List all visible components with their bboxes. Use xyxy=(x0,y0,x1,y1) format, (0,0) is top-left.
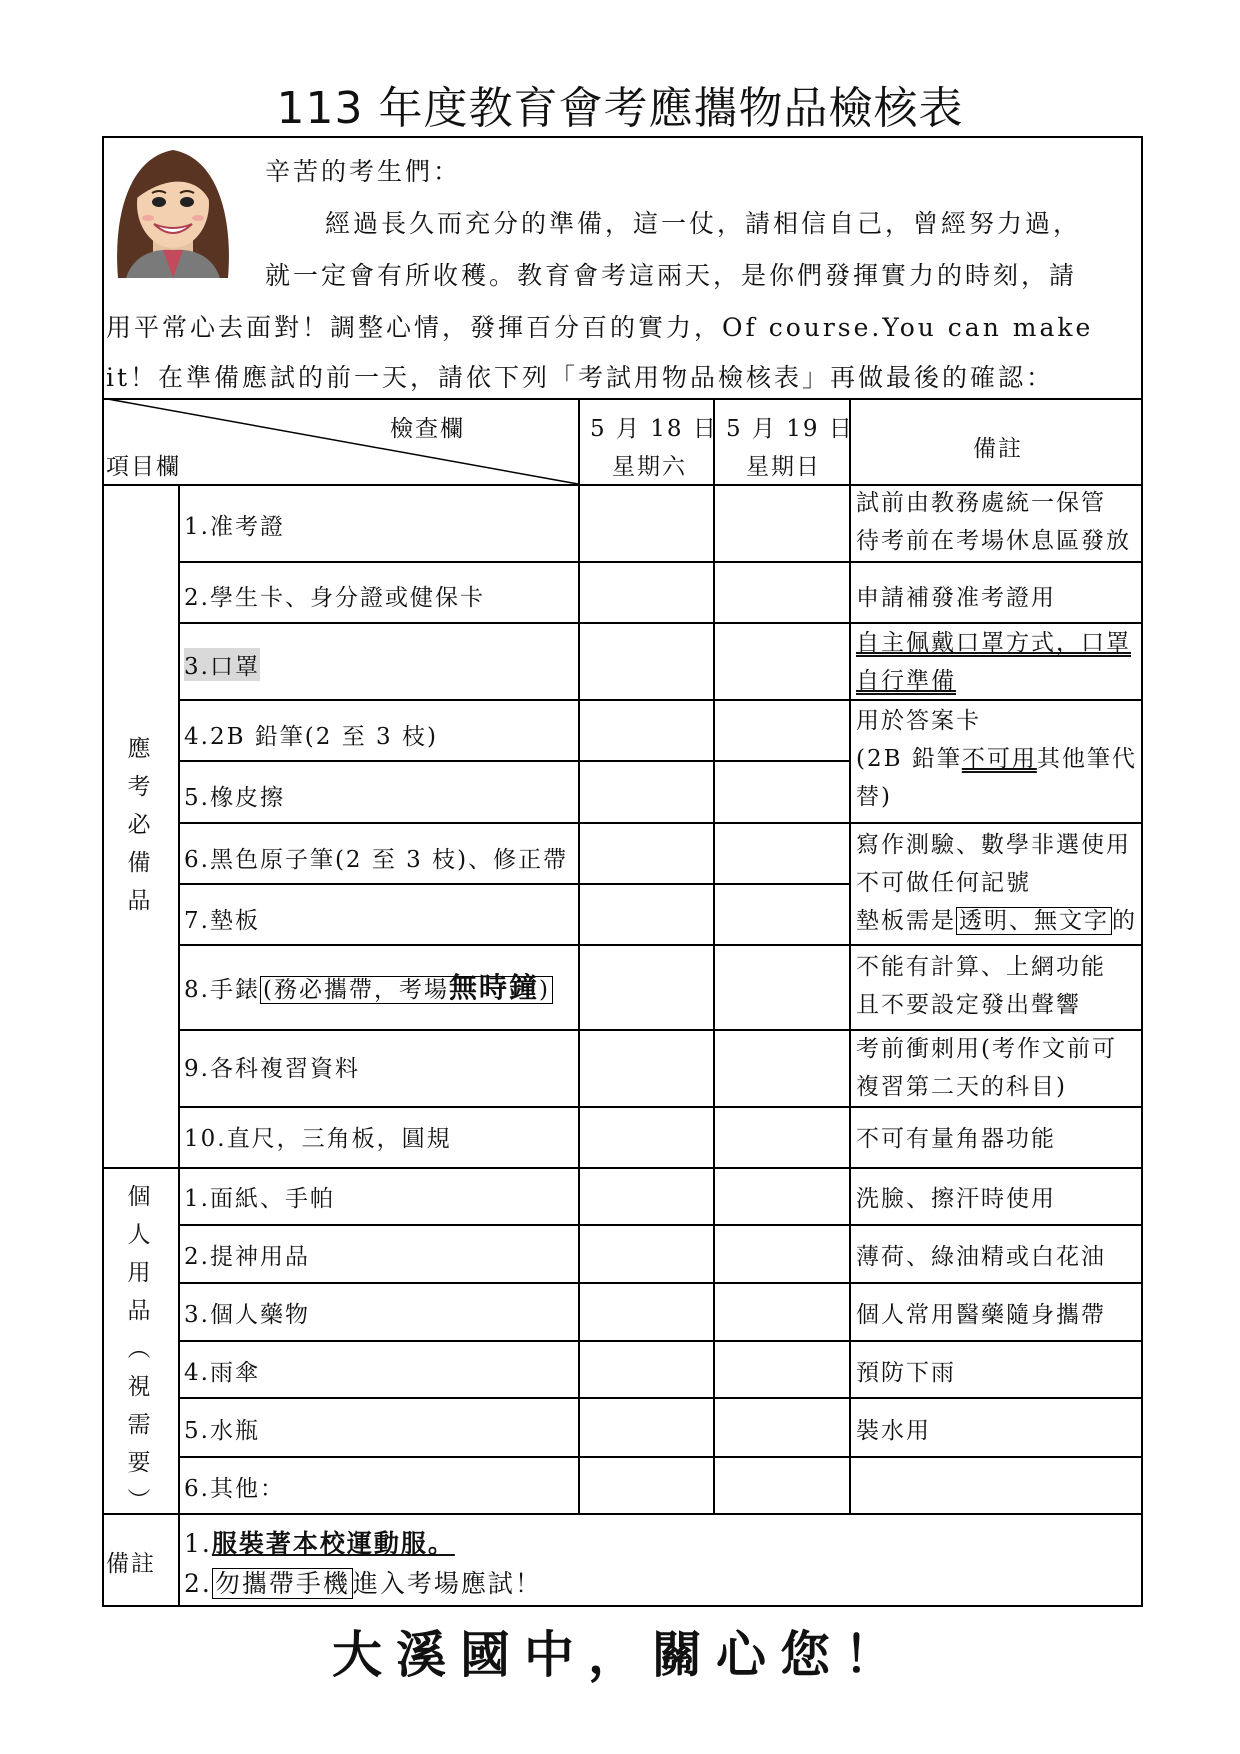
grid-line xyxy=(178,1106,1143,1108)
grid-line xyxy=(178,822,1143,824)
header-check-column: 檢查欄 xyxy=(390,416,465,442)
grid-line xyxy=(178,1282,1143,1284)
teacher-avatar-illustration xyxy=(108,138,238,278)
item-admission-ticket: 1.准考證 xyxy=(184,514,285,540)
header-day2-weekday: 星期日 xyxy=(746,454,821,480)
item-black-pen: 6.黑色原子筆(2 至 3 枝)、修正帶 xyxy=(184,847,569,873)
remark-student-id: 申請補發准考證用 xyxy=(856,585,1056,611)
remark-umbrella: 預防下雨 xyxy=(856,1360,956,1386)
note-2: 2. 勿攜帶手機 進入考場應試！ xyxy=(184,1569,542,1598)
remark-water-bottle: 裝水用 xyxy=(856,1418,931,1444)
intro-greeting: 辛苦的考生們： xyxy=(265,157,462,186)
notes-label: 備註 xyxy=(106,1551,156,1577)
grid-line xyxy=(178,561,1143,563)
header-day1-date: 5 月 18 日 xyxy=(590,416,718,442)
footer-slogan: 大溪國中，關心您！ xyxy=(332,1625,908,1684)
grid-line xyxy=(713,398,715,1513)
remark-pencil-eraser: 用於答案卡 (2B 鉛筆不可用其他筆代 替) xyxy=(856,708,1137,810)
item-refresher: 2.提神用品 xyxy=(184,1244,310,1270)
section1-label: 應 考 必 備 品 xyxy=(127,736,151,914)
item-eraser: 5.橡皮擦 xyxy=(184,785,285,811)
remark-ruler-set: 不可有量角器功能 xyxy=(856,1126,1056,1152)
header-day1-weekday: 星期六 xyxy=(612,454,687,480)
grid-line xyxy=(178,1397,1143,1399)
item-watch: 8.手錶 (務必攜帶，考場無時鐘) xyxy=(184,966,553,1006)
item-student-id: 2.學生卡、身分證或健保卡 xyxy=(184,585,485,611)
grid-line xyxy=(178,760,851,762)
grid-line xyxy=(102,1513,1143,1515)
item-mask: 3.口罩 xyxy=(184,648,260,681)
grid-line xyxy=(178,1456,1143,1458)
intro-line-1: 經過長久而充分的準備，這一仗，請相信自己，曾經努力過， xyxy=(325,209,1082,238)
item-pad: 7.墊板 xyxy=(184,908,260,934)
grid-line xyxy=(178,883,851,885)
intro-line-3: 用平常心去面對！調整心情，發揮百分百的實力，Of course.You can make xyxy=(106,313,1094,342)
intro-line-2: 就一定會有所收穫。教育會考這兩天，是你們發揮實力的時刻，請 xyxy=(265,261,1078,290)
header-remarks: 備註 xyxy=(973,436,1023,462)
item-tissue: 1.面紙、手帕 xyxy=(184,1186,335,1212)
item-water-bottle: 5.水瓶 xyxy=(184,1418,260,1444)
item-medicine: 3.個人藥物 xyxy=(184,1302,310,1328)
remark-review-notes: 考前衝刺用(考作文前可 複習第二天的科目) xyxy=(856,1036,1117,1100)
grid-line xyxy=(178,484,180,1607)
item-other: 6.其他： xyxy=(184,1476,285,1502)
remark-tissue: 洗臉、擦汗時使用 xyxy=(856,1186,1056,1212)
grid-line xyxy=(849,398,851,1513)
remark-pen-pad: 寫作測驗、數學非選使用 不可做任何記號 墊板需是 透明、無文字 的 xyxy=(856,832,1137,934)
grid-line xyxy=(178,1224,1143,1226)
header-day2-date: 5 月 19 日 xyxy=(726,416,854,442)
remark-admission-ticket: 試前由教務處統一保管 待考前在考場休息區發放 xyxy=(856,490,1131,554)
remark-mask: 自主佩戴口罩方式，口罩 自行準備 xyxy=(856,630,1131,694)
grid-line xyxy=(102,1167,1143,1169)
grid-line xyxy=(178,1340,1143,1342)
remark-watch: 不能有計算、上網功能 且不要設定發出聲響 xyxy=(856,954,1106,1018)
grid-line xyxy=(578,398,580,1513)
item-review-notes: 9.各科複習資料 xyxy=(184,1056,360,1082)
remark-medicine: 個人常用醫藥隨身攜帶 xyxy=(856,1302,1106,1328)
header-item-column: 項目欄 xyxy=(106,454,181,480)
remark-refresher: 薄荷、綠油精或白花油 xyxy=(856,1244,1106,1270)
item-2b-pencil: 4.2B 鉛筆(2 至 3 枝) xyxy=(184,724,438,750)
item-umbrella: 4.雨傘 xyxy=(184,1360,260,1386)
section2-label: 個 人 用 品 ︵ 視 需 要 ︶ xyxy=(127,1184,151,1514)
grid-line xyxy=(178,944,1143,946)
item-ruler-set: 10.直尺，三角板，圓規 xyxy=(184,1126,452,1152)
note-1: 1.服裝著本校運動服。 xyxy=(184,1529,455,1558)
intro-line-4: it！在準備應試的前一天，請依下列「考試用物品檢核表」再做最後的確認： xyxy=(106,363,1055,392)
page-title: 113 年度教育會考應攜物品檢核表 xyxy=(276,83,964,134)
